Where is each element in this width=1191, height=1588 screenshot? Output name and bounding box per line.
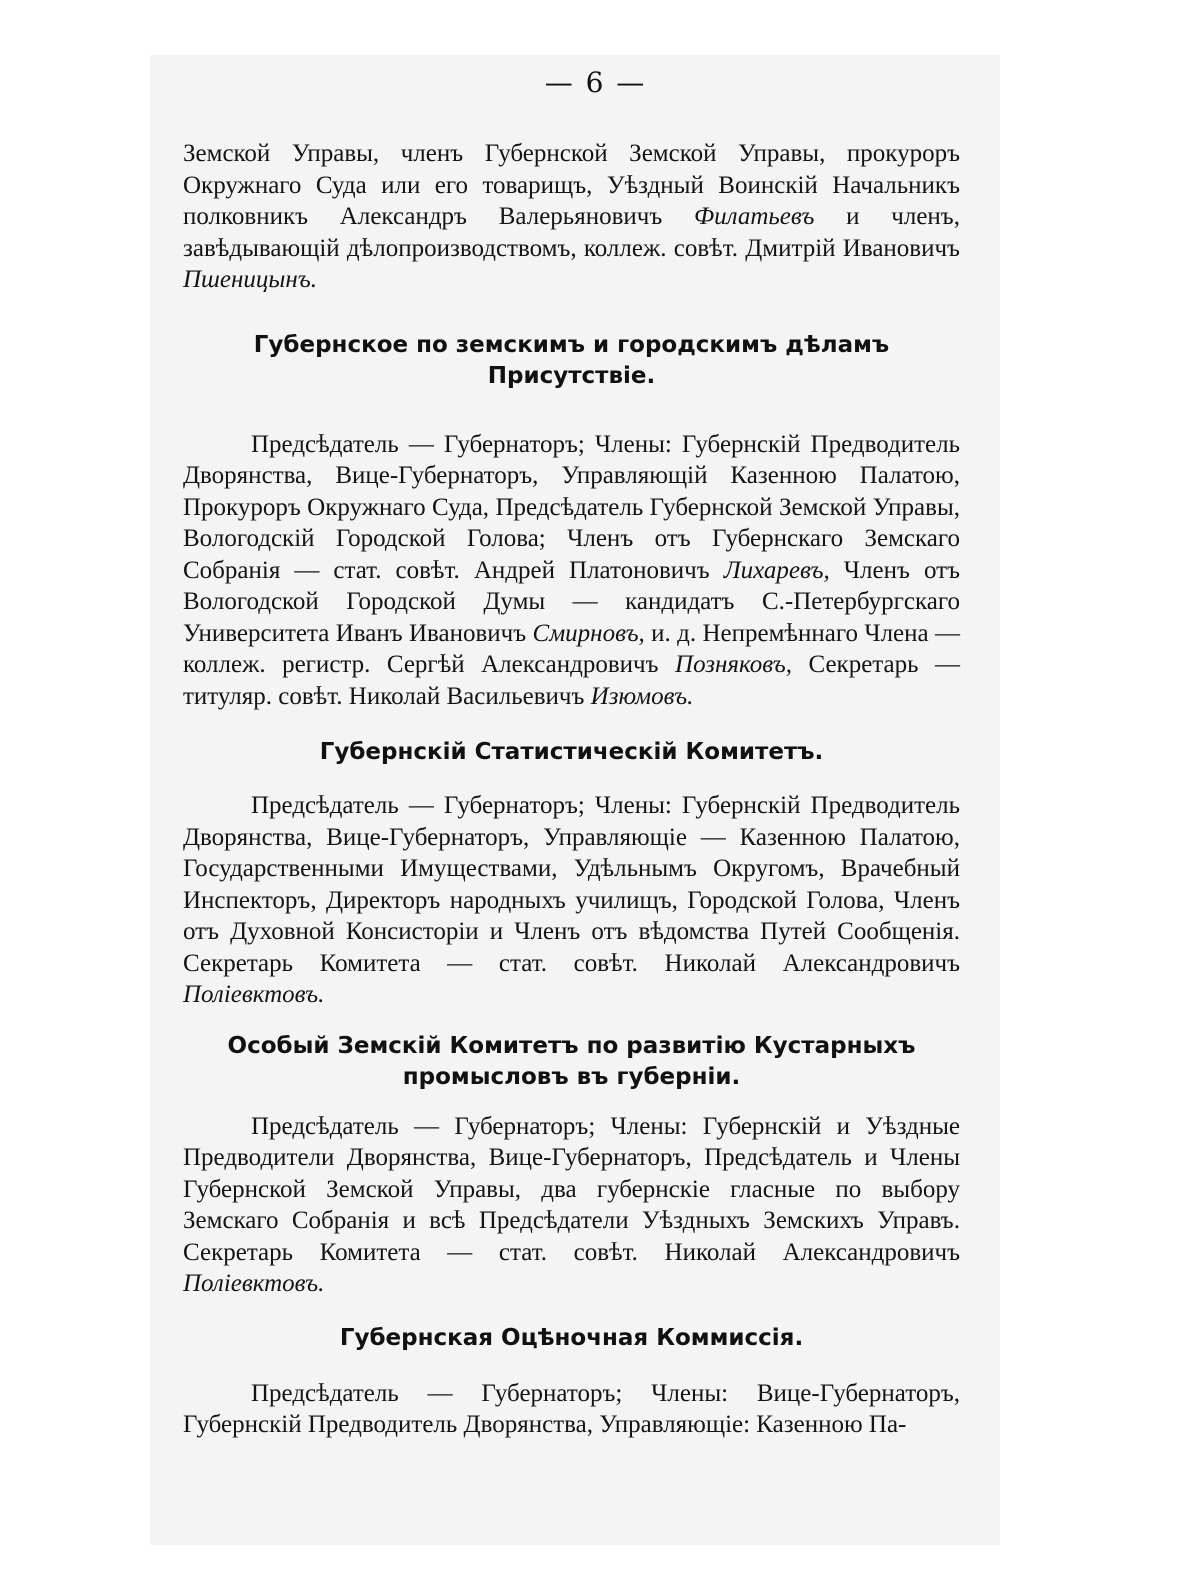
person-name: Поліевктовъ. [183, 1270, 325, 1297]
section-paragraph-assessment-commission [183, 1378, 960, 1441]
section-heading-assessment-commission: Губернская Оцѣночная Коммиссія. [339, 1324, 804, 1351]
intro-text: и членъ, завѣдывающій дѣлопроизводствомъ, коллеж. совѣт. Дмитрій Ивановичъ [183, 203, 960, 262]
person-name: Филатьевъ [694, 203, 815, 230]
paragraph-text: Предсѣдатель — Губернаторъ; Члены: Губернскій Предводитель Дворянства, Вице-Губернаторъ, Управляющіе — Казенною Палатою, Государственными Имуществами, Удѣльнымъ Округомъ, Врачебный Инспекторъ, Директоръ народныхъ училищъ, Городской Голова, Членъ отъ Духовной Консисторіи и Членъ отъ вѣдомства Путей Сообщенія. Секретарь Комитета — стат. совѣт. Николай Александровичъ [183, 792, 960, 977]
intro-text: Земской Управы, членъ Губернской Земской Управы, прокуроръ Окружнаго Суда или его товарищъ, Уѣздный Воинскій Начальникъ полковникъ Александръ Валерьяновичъ [183, 140, 960, 230]
paragraph-text: Предсѣдатель — Губернаторъ; Члены: Вице-Губернаторъ, Губернскій Предводитель Дворянства, Управляющіе: Казенною Па- [183, 1379, 960, 1438]
paragraph-text: Членъ отъ Вологодской Городской Думы — кандидатъ С.-Петербургскаго Университета Иванъ Ивановичъ [183, 556, 960, 647]
section-heading-crafts-committee: Особый Земскій Комитетъ по развитію Кустарныхъ промысловъ въ губерніи. [227, 1032, 916, 1090]
page-number: — 6 — [544, 66, 647, 99]
paragraph-text: Предсѣдатель — Губернаторъ; Члены: Губернскій Предводитель Дворянства, Вице-Губернаторъ, Управляющій Казенною Палатою, Прокуроръ Окружнаго Суда, Предсѣдатель Губернской Земской Управы, Вологодскій Городской Голова; Членъ отъ Губернскаго Земскаго Собранія — стат. совѣт. Андрей Платоновичъ [183, 430, 960, 584]
intro-paragraph [183, 138, 960, 296]
section-paragraph-zemstvo-presence [183, 429, 960, 713]
section-paragraph-statistical-committee [183, 790, 960, 1011]
page-content [183, 138, 960, 1441]
section-heading-zemstvo-presence: Губернское по земскимъ и городскимъ дѣламъ Присутствіе. [253, 331, 890, 389]
person-name: Пшеницынъ. [183, 266, 317, 293]
person-name: Позняковъ, [675, 651, 793, 678]
person-name: Изюмовъ. [590, 682, 694, 710]
paragraph-text: Предсѣдатель — Губернаторъ; Члены: Губернскій и Уѣздные Предводители Дворянства, Вице-Губернаторъ, Предсѣдатель и Члены Губернской Земской Управы, два губернскіе гласные по выбору Земскаго Собранія и всѣ Предсѣдатели Уѣздныхъ Земскихъ Управъ. Секретарь Комитета — стат. совѣт. Николай Александровичъ [183, 1112, 960, 1266]
person-name: Смирновъ, [532, 619, 645, 647]
person-name: Поліевктовъ. [183, 981, 325, 1008]
paragraph-text: Секретарь — титуляр. совѣт. Николай Васильевичъ [183, 651, 960, 710]
person-name: Лихаревъ, [723, 556, 830, 584]
paragraph-text: и. д. Непремѣннаго Члена — коллеж. регистр. Сергѣй Александровичъ [183, 619, 960, 678]
section-paragraph-crafts-committee [183, 1111, 960, 1300]
section-heading-statistical-committee: Губернскій Статистическій Комитетъ. [319, 739, 824, 765]
